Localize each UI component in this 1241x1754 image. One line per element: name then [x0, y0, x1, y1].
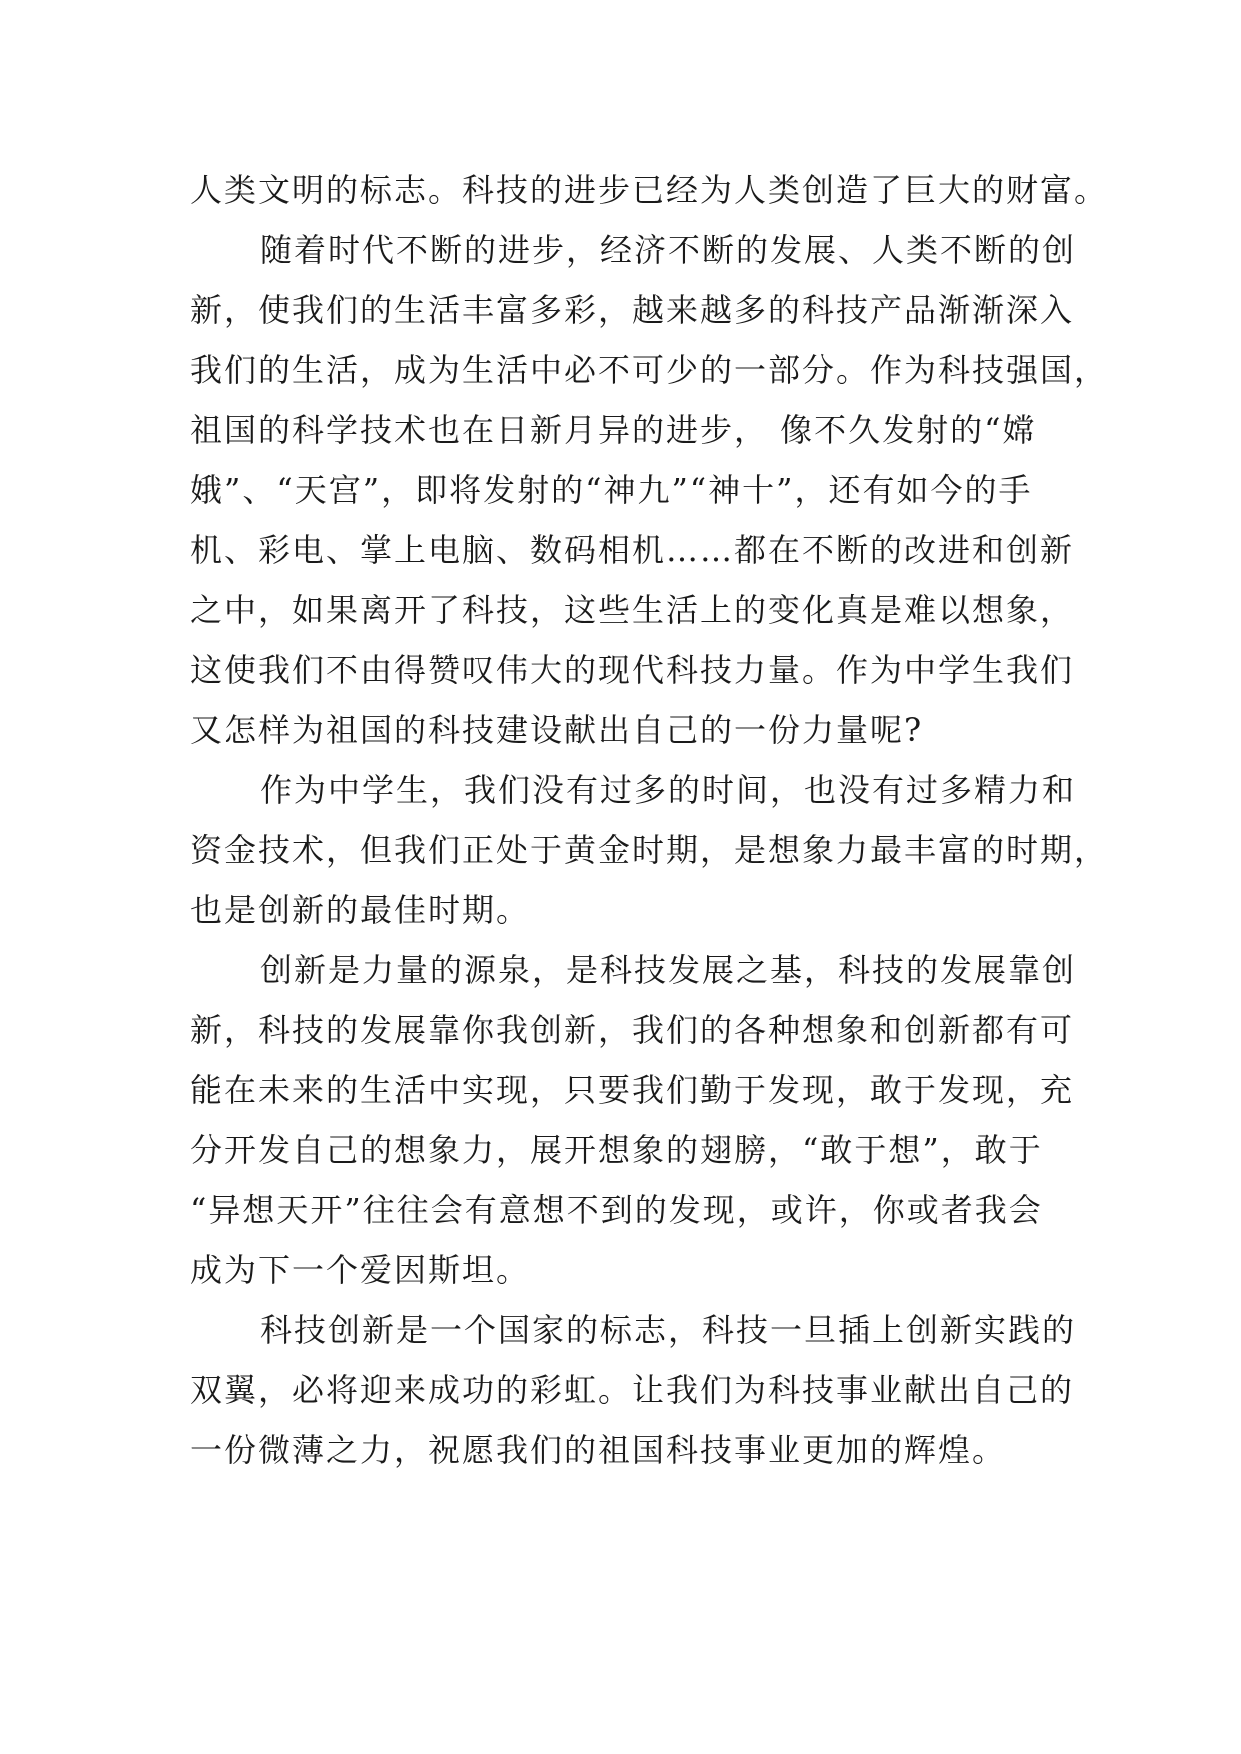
- text-line: 又怎样为祖国的科技建设献出自己的一份力量呢?: [190, 711, 924, 749]
- text-line: 分开发自己的想象力，展开想象的翅膀，“敢于想”，敢于: [190, 1131, 1043, 1169]
- text-line: 成为下一个爱因斯坦。: [190, 1251, 531, 1289]
- text-line: 这使我们不由得赞叹伟大的现代科技力量。作为中学生我们: [190, 651, 1075, 689]
- paragraph-first-line: 随着时代不断的进步，经济不断的发展、人类不断的创: [260, 231, 1077, 269]
- text-line: 娥”、“天宫”，即将发射的“神九”“神十”，还有如今的手: [190, 471, 1033, 509]
- text-line: 人类文明的标志。科技的进步已经为人类创造了巨大的财富。: [190, 171, 1109, 209]
- text-line: 新，使我们的生活丰富多彩，越来越多的科技产品渐渐深入: [190, 291, 1075, 329]
- text-line: 资金技术，但我们正处于黄金时期，是想象力最丰富的时期，: [190, 831, 1109, 869]
- text-line: 祖国的科学技术也在日新月异的进步， 像不久发射的“嫦: [190, 411, 1037, 449]
- text-line: 能在未来的生活中实现，只要我们勤于发现，敢于发现，充: [190, 1071, 1075, 1109]
- text-line: “异想天开”往往会有意想不到的发现，或许，你或者我会: [190, 1191, 1043, 1229]
- text-line: 之中，如果离开了科技，这些生活上的变化真是难以想象，: [190, 591, 1075, 629]
- paragraph-first-line: 作为中学生，我们没有过多的时间，也没有过多精力和: [260, 771, 1077, 809]
- text-line: 机、彩电、掌上电脑、数码相机……都在不断的改进和创新: [190, 531, 1075, 569]
- paragraph-first-line: 科技创新是一个国家的标志，科技一旦插上创新实践的: [260, 1311, 1077, 1349]
- document-body: [190, 160, 1109, 1480]
- text-line: 一份微薄之力，祝愿我们的祖国科技事业更加的辉煌。: [190, 1431, 1007, 1469]
- text-line: 也是创新的最佳时期。: [190, 891, 531, 929]
- text-line: 我们的生活，成为生活中必不可少的一部分。作为科技强国，: [190, 351, 1109, 389]
- text-line: 新，科技的发展靠你我创新，我们的各种想象和创新都有可: [190, 1011, 1075, 1049]
- paragraph-first-line: 创新是力量的源泉，是科技发展之基，科技的发展靠创: [260, 951, 1077, 989]
- text-line: 双翼，必将迎来成功的彩虹。让我们为科技事业献出自己的: [190, 1371, 1075, 1409]
